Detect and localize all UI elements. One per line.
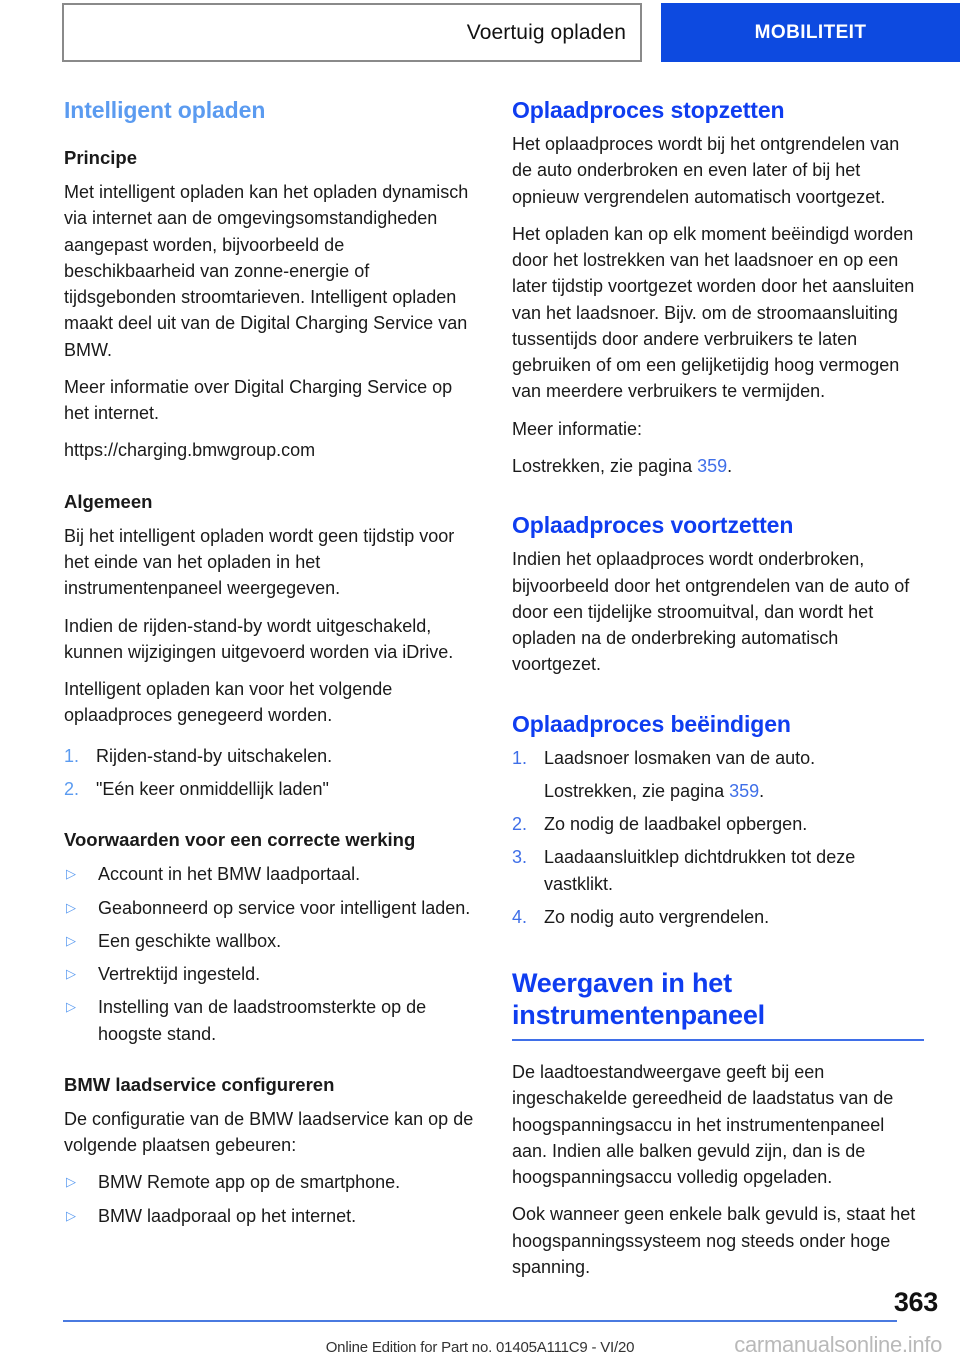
heading-weergaven-instrumentenpaneel: Weergaven in het instrumentenpaneel <box>512 968 765 1031</box>
list-item <box>64 861 476 887</box>
paragraph-laadservice-1: De configuratie van de BMW laadservice kan op de volgende plaatsen gebeuren: <box>64 1108 474 1156</box>
paragraph-algemeen-3: Intelligent opladen kan voor het volgende oplaadproces genegeerd worden. <box>64 679 393 726</box>
heading-principe: Principe <box>64 147 137 169</box>
list-number: 3. <box>512 847 528 868</box>
list-item <box>512 745 924 771</box>
list-number: 2. <box>64 778 80 799</box>
page-reference-link[interactable]: 359 <box>697 455 728 476</box>
right-column <box>512 96 924 1291</box>
paragraph-algemeen-1: Bij het intelligent opladen wordt geen tijdstip voor het einde van het opladen in het instrumentenpaneel weergegeven. <box>64 525 455 599</box>
list-item <box>64 743 476 769</box>
list-item-text: Zo nodig de laadbakel opbergen. <box>544 814 808 835</box>
list-item <box>64 895 476 921</box>
cross-reference-prefix: Lostrekken, zie pagina <box>544 780 730 801</box>
list-number: 2. <box>512 814 528 835</box>
list-item-text: BMW laadporaal op het internet. <box>98 1205 357 1226</box>
paragraph-principe-2: Meer informatie over Digital Charging Service op het internet. <box>64 376 453 424</box>
list-item-text: BMW Remote app op de smartphone. <box>98 1172 401 1193</box>
heading-oplaadproces-voortzetten: Oplaadproces voortzetten <box>512 512 794 539</box>
heading-voorwaarden: Voorwaarden voor een correcte werking <box>64 829 416 851</box>
list-item-text: Laadsnoer losmaken van de auto. <box>544 747 816 768</box>
paragraph-algemeen-2: Indien de rijden-stand-by wordt uitgeschakeld, kunnen wijzigingen uitgevoerd worden via iDrive. <box>64 615 454 662</box>
list-item <box>64 776 476 802</box>
footer-edition-note: Online Edition for Part no. 01405A111C9 - VI/20 <box>325 1339 635 1356</box>
paragraph-stopzetten-2: Het opladen kan op elk moment beëindigd worden door het lostrekken van het laadsnoer en op een later tijdstip voortgezet worden door het aansluiten van het laadsnoer. Bijv. om de stroomaansluiting tussentijds door andere verbruikers te laten gebruiken of om een gelijketijdig hoog vermogen van meerdere verbruikers te vermijden. <box>512 223 915 402</box>
list-item-text: Account in het BMW laadportaal. <box>98 864 361 885</box>
paragraph-stopzetten-1: Het oplaadproces wordt bij het ontgrendelen van de auto onderbroken en even later of bij het opnieuw vergrendelen automatisch voortgezet. <box>512 134 900 207</box>
paragraph-voortzetten-1: Indien het oplaadproces wordt onderbroken, bijvoorbeeld door het ontgrendelen van de auto of door een tijdelijke stroomuitval, dan wordt het opladen na de onderbreking automatisch voortgezet. <box>512 549 910 675</box>
page-title: Intelligent opladen <box>64 97 266 123</box>
list-item <box>64 994 476 1047</box>
triangle-bullet-icon: ▷ <box>66 1174 76 1190</box>
paragraph-principe-1: Met intelligent opladen kan het opladen dynamisch via internet aan de omgevingsomstandigheden aangepast worden, bijvoorbeeld de beschikbaarheid van zonne-energie of tijdsgebonden stroomtarieven. Intelligent opladen maakt deel uit van de Digital Charging Service van BMW. <box>64 182 469 360</box>
section-tab-mobiliteit <box>661 3 960 62</box>
footer-divider <box>63 1320 897 1322</box>
paragraph-weergaven-1: De laadtoestandweergave geeft bij een ingeschakelde gereedheid de laadstatus van de hoogspanningsaccu in het instrumentenpaneel aan. Indien alle balken gevuld zijn, dan is de hoogspanningsaccu volledig opgeladen. <box>512 1061 894 1188</box>
list-number: 1. <box>64 745 80 766</box>
algemeen-step-list <box>64 743 476 803</box>
list-item <box>512 844 924 897</box>
watermark-text: carmanualsonline.info <box>734 1332 942 1357</box>
charging-portal-url: https://charging.bmwgroup.com <box>64 440 316 461</box>
list-item <box>64 1169 476 1195</box>
list-item <box>64 961 476 987</box>
chapter-title-box <box>62 3 642 62</box>
heading-algemeen: Algemeen <box>64 490 153 512</box>
page-header <box>0 0 960 66</box>
triangle-bullet-icon: ▷ <box>66 932 76 948</box>
list-item <box>64 1203 476 1229</box>
section-tab-label: MOBILITEIT <box>754 21 867 43</box>
paragraph-weergaven-2: Ook wanneer geen enkele balk gevuld is, staat het hoogspanningssysteem nog steeds onder hoge spanning. <box>512 1204 916 1277</box>
triangle-bullet-icon: ▷ <box>66 1207 76 1223</box>
list-item-text: Laadaansluitklep dichtdrukken tot deze vastklikt. <box>544 847 856 894</box>
list-item-text: Instelling van de laadstroomsterkte op de hoogste stand. <box>98 997 427 1044</box>
paragraph-meer-informatie: Meer informatie: <box>512 418 643 439</box>
cross-reference-suffix: . <box>759 780 765 801</box>
chapter-title: Voertuig opladen <box>466 20 626 44</box>
beeindigen-step-list <box>512 745 924 931</box>
cross-reference-lostrekken-step <box>544 778 924 804</box>
heading-oplaadproces-stopzetten: Oplaadproces stopzetten <box>512 97 785 123</box>
list-item-text: Geabonneerd op service voor intelligent laden. <box>98 897 471 918</box>
heading-underline-rule <box>512 1039 924 1041</box>
list-item-text: Rijden-stand-by uitschakelen. <box>96 745 333 766</box>
triangle-bullet-icon: ▷ <box>66 999 76 1015</box>
heading-bmw-laadservice: BMW laadservice configureren <box>64 1073 335 1095</box>
laadservice-bullet-list <box>64 1169 476 1229</box>
cross-reference-suffix: . <box>727 455 733 476</box>
list-item-text: Een geschikte wallbox. <box>98 930 282 951</box>
triangle-bullet-icon: ▷ <box>66 899 76 915</box>
cross-reference-lostrekken <box>512 453 924 479</box>
list-number: 1. <box>512 747 528 768</box>
voorwaarden-bullet-list <box>64 861 476 1047</box>
list-item <box>512 904 924 930</box>
page-footer <box>0 1272 960 1362</box>
triangle-bullet-icon: ▷ <box>66 966 76 982</box>
left-column <box>64 96 476 1236</box>
list-item-text: Vertrektijd ingesteld. <box>98 964 261 985</box>
triangle-bullet-icon: ▷ <box>66 866 76 882</box>
cross-reference-prefix: Lostrekken, zie pagina <box>512 455 698 476</box>
list-item <box>64 928 476 954</box>
list-number: 4. <box>512 906 528 927</box>
list-item-text: "Eén keer onmiddellijk laden" <box>96 778 329 799</box>
page-number: 363 <box>893 1287 938 1317</box>
heading-oplaadproces-beeindigen: Oplaadproces beëindigen <box>512 710 791 737</box>
list-item <box>512 811 924 837</box>
page-reference-link[interactable]: 359 <box>729 780 760 801</box>
list-item-text: Zo nodig auto vergrendelen. <box>544 906 770 927</box>
